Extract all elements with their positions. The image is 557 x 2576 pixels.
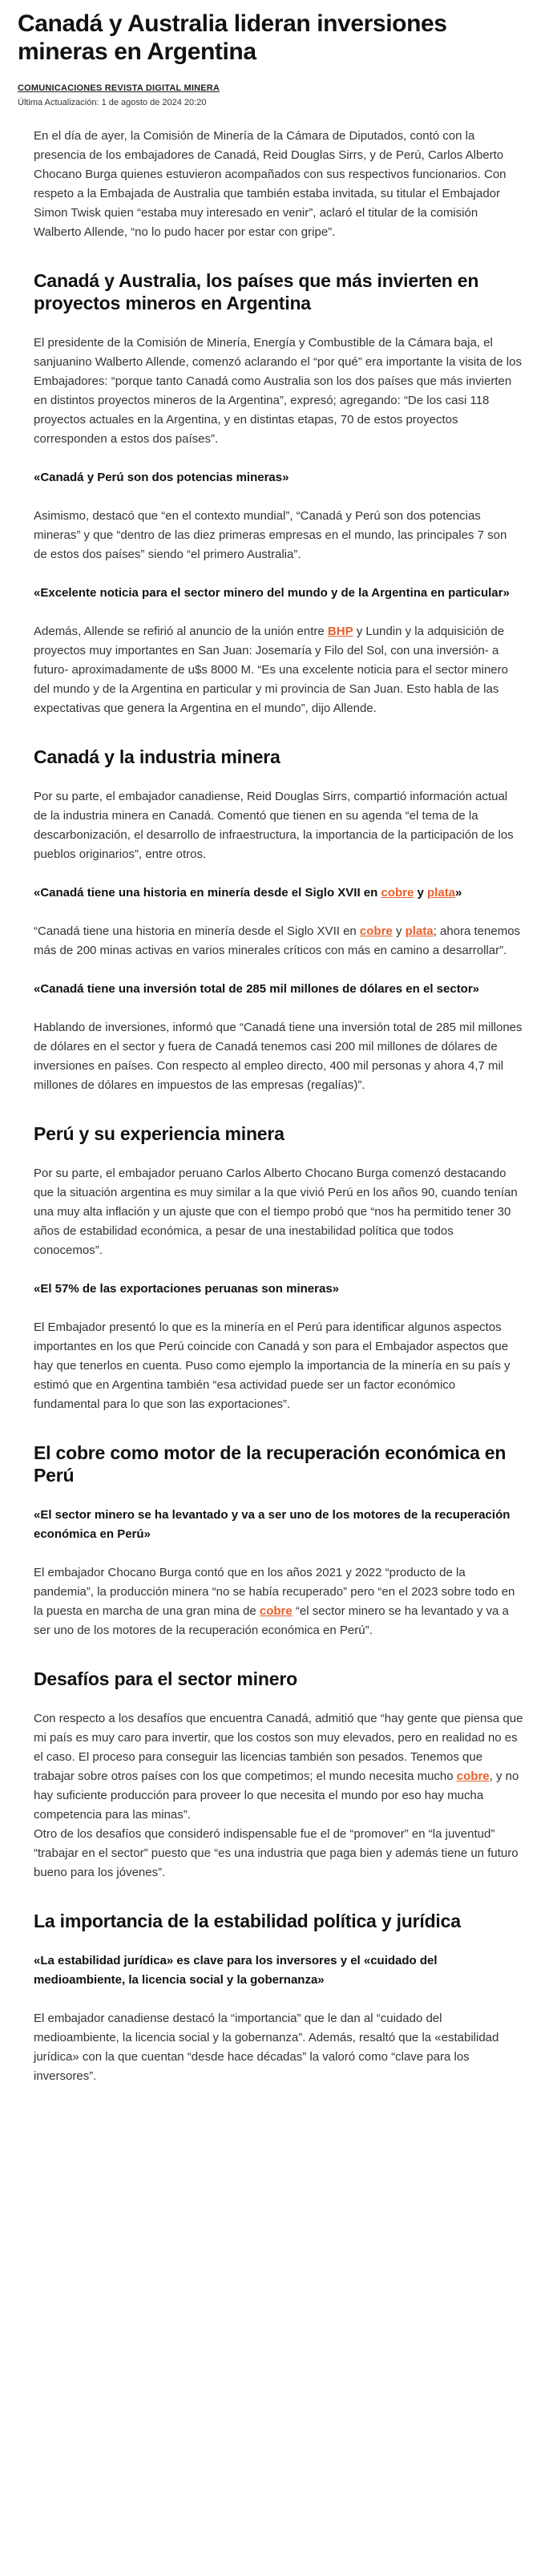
paragraph: Otro de los desafíos que consideró indispensable fue el de “promover” en “la juventud” “trabajar en el sector” puesto que “es una industria que paga bien y además tiene un futuro bueno para los jóvenes”. — [34, 1827, 519, 1879]
pull-quote: «El sector minero se ha levantado y va a ser uno de los motores de la recuperación económica en Perú» — [34, 1508, 511, 1541]
paragraph: Hablando de inversiones, informó que “Canadá tiene una inversión total de 285 mil millones de dólares en el sector y fuera de Canadá tenemos casi 200 mil millones de dólares de inversiones en países. Con respecto al empleo directo, 400 mil personas y ahora 4,7 mil millones de dólares en impuestos de las empresas (regalías)”. — [34, 1021, 523, 1092]
pull-quote: «Canadá y Perú son dos potencias mineras» — [34, 471, 289, 484]
text-span: Con respecto a los desafíos que encuentra Canadá, admitió que “hay gente que piensa que mi país es muy caro para invertir, que los costos son muy elevados, pero en realidad no es el caso. El proceso para conseguir las licencias también son pesados. Tenemos que trabajar sobre otros países con los que competimos; el mundo necesita mucho — [34, 1712, 523, 1783]
paragraph: El Embajador presentó lo que es la minería en el Perú para identificar algunos aspectos importantes en los que Perú coincide con Canadá y son para el Embajador aspectos que hay que tenerlos en cuenta. Puso como ejemplo la importancia de la minería en su país y estimó que en Argentina también “esa actividad puede ser un factor económico fundamental para lo que son las exportaciones”. — [34, 1320, 511, 1411]
pull-quote: «Excelente noticia para el sector minero del mundo y de la Argentina en particular» — [34, 586, 510, 600]
paragraph: Por su parte, el embajador canadiense, Reid Douglas Sirrs, compartió información actual de la industria minera en Canadá. Comentó que tienen en su agenda “el tema de la descarbonización, el desarrollo de infraestructura, la importancia de la participación de los pueblos originarios”, entre otros. — [34, 790, 514, 861]
text-span: , y no hay suficiente producción para proveer lo que necesita el mundo por eso hay mucha competencia para las minas”. — [34, 1769, 519, 1822]
last-updated — [18, 98, 539, 107]
page-title: Canadá y Australia lideran inversiones mineras en Argentina — [18, 10, 447, 65]
paragraph — [34, 1563, 523, 1640]
pull-quote: «El 57% de las exportaciones peruanas son mineras» — [34, 1282, 340, 1296]
last-updated-label: Última Actualización: — [18, 98, 99, 107]
text-span: ; ahora tenemos más de 200 minas activas en varios minerales críticos con más en camino a desarrollar”. — [34, 924, 521, 957]
pull-quote: «Canadá tiene una inversión total de 285 mil millones de dólares en el sector» — [34, 982, 480, 996]
section-heading-estabilidad: La importancia de la estabilidad política y jurídica — [34, 1911, 461, 1931]
tag-link-cobre[interactable]: cobre — [359, 924, 393, 938]
tag-link-plata[interactable]: plata — [405, 924, 434, 938]
article-body — [18, 127, 539, 2086]
author-byline[interactable]: COMUNICACIONES REVISTA DIGITAL MINERA — [18, 83, 220, 93]
paragraph: Por su parte, el embajador peruano Carlos Alberto Chocano Burga comenzó destacando que la situación argentina es muy similar a la que vivió Perú en los años 90, cuando tenían una muy alta inflación y un ajuste que con el tiempo probó que “nos ha permitido tener 30 años de estabilidad económica, a pesar de una inestabilidad política que todos conocemos”. — [34, 1167, 518, 1257]
text-span: «Canadá tiene una historia en minería desde el Siglo XVII en — [34, 886, 381, 900]
text-span: El embajador Chocano Burga contó que en los años 2021 y 2022 “producto de la pandemia”, la producción minera “no se había recuperado” pero “en el 2023 sobre todo en la puesta en marcha de una gran mina de — [34, 1566, 515, 1618]
section-heading-cobre-motor: El cobre como motor de la recuperación económica en Perú — [34, 1442, 507, 1486]
section-heading-desafios: Desafíos para el sector minero — [34, 1668, 297, 1689]
text-span: Además, Allende se refirió al anuncio de la unión entre — [34, 625, 328, 638]
text-span: “el sector minero se ha levantado y va a ser uno de los motores de la recuperación económica en Perú”. — [34, 1604, 509, 1637]
pull-quote — [34, 884, 523, 903]
section-heading-peru: Perú y su experiencia minera — [34, 1123, 285, 1144]
text-span: y Lundin y la adquisición de proyectos muy importantes en San Juan: Josemaría y Filo del Sol, con una inversión- a futuro- aproximadamente de u$s 8000 M. “Es una excelente noticia para el sector minero del mundo y de la Argentina en particular y mi provincia de San Juan. Esto habla de las expectativas que genera la Argentina en el mundo”, dijo Allende. — [34, 625, 508, 715]
tag-link-cobre[interactable]: cobre — [259, 1604, 293, 1618]
text-span: y — [392, 924, 406, 938]
tag-link-cobre[interactable]: cobre — [456, 1769, 490, 1783]
intro-paragraph: En el día de ayer, la Comisión de Minería de la Cámara de Diputados, contó con la presencia de los embajadores de Canadá, Reid Douglas Sirrs, y de Perú, Carlos Alberto Chocano Burga quienes estuvieron acompañados con sus respectivos funcionarios. Con respeto a la Embajada de Australia que también estaba invitada, su titular el Embajador Simon Twisk quien “estaba muy interesado en venir”, aclaró el titular de la comisión Walberto Allende, “no lo pudo hacer por estar con gripe”. — [34, 129, 507, 239]
paragraph — [34, 1709, 523, 1825]
pull-quote: «La estabilidad jurídica» es clave para los inversores y el «cuidado del medioambiente, la licencia social y la gobernanza» — [34, 1954, 438, 1987]
tag-link-bhp[interactable]: BHP — [327, 625, 353, 638]
section-heading-canada-industria: Canadá y la industria minera — [34, 746, 281, 767]
tag-link-cobre[interactable]: cobre — [381, 886, 414, 900]
text-span: “Canadá tiene una historia en minería desde el Siglo XVII en — [34, 924, 360, 938]
paragraph — [34, 922, 523, 960]
tag-link-plata[interactable]: plata — [427, 886, 456, 900]
paragraph — [34, 622, 523, 718]
last-updated-date: 1 de agosto de 2024 20:20 — [101, 98, 207, 107]
paragraph: Asimismo, destacó que “en el contexto mundial”, “Canadá y Perú son dos potencias mineras” y que “dentro de las diez primeras empresas en el mundo, las principales 7 son de estos dos países” siendo “el primero Australia”. — [34, 509, 507, 561]
text-span: y — [414, 886, 428, 900]
text-span: » — [455, 886, 462, 900]
paragraph: El presidente de la Comisión de Minería, Energía y Combustible de la Cámara baja, el sanjuanino Walberto Allende, comenzó aclarando el “por qué” era importante la visita de los Embajadores: “porque tanto Canadá como Australia son los dos países que más invierten en distintos proyectos mineros de la Argentina”, expresó; agregando: “De los casi 118 proyectos actuales en la Argentina, y en distintas etapas, 70 de estos proyectos corresponden a estos dos países”. — [34, 336, 522, 446]
section-heading-canada-australia: Canadá y Australia, los países que más invierten en proyectos mineros en Argentina — [34, 270, 479, 313]
paragraph: El embajador canadiense destacó la “importancia” que le dan al “cuidado del medioambiente, la licencia social y la gobernanza”. Además, resaltó que la «estabilidad jurídica» con la que cuentan “desde hace décadas” la valoró como “clave para los inversores”. — [34, 2012, 499, 2083]
